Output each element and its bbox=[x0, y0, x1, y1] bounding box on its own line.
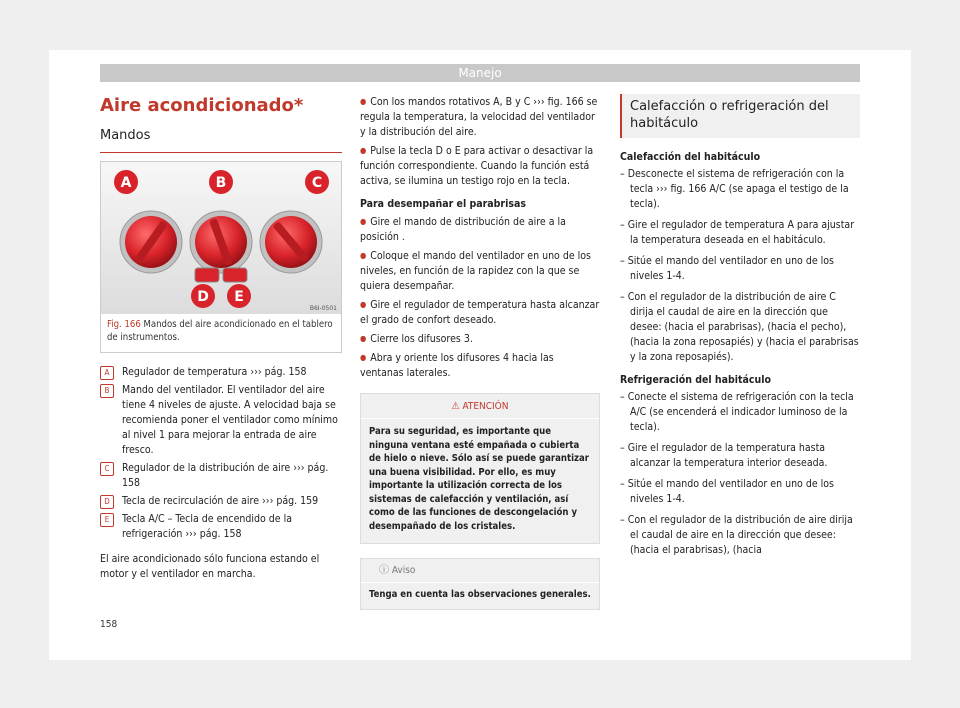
bullet-defrost-3: ● Gire el regulador de temperatura hasta alcanzar el grado de confort deseado. bbox=[360, 297, 600, 328]
note-box bbox=[360, 558, 600, 610]
legend-key: E bbox=[100, 513, 114, 527]
note-title: Aviso bbox=[391, 565, 416, 576]
note-header bbox=[361, 559, 599, 583]
warning-text: Para su seguridad, es importante que ninguna ventana esté empañada o cubierta de hielo o nieve. Sólo así se puede garantizar una buena visibilidad. Por ello, es muy importante la utilización correcta de los sistemas de calefacción y ventilación, así como de las funciones de descongelación y desempañado de los cristales. bbox=[369, 426, 589, 532]
figure-caption bbox=[101, 314, 341, 352]
heating-title: Calefacción del habitáculo bbox=[620, 151, 761, 163]
legend-key: C bbox=[100, 462, 114, 476]
section-title: Calefacción o refrigeración del habitáculo bbox=[630, 99, 829, 131]
button-e bbox=[223, 268, 247, 282]
figure-ref: Fig. 166 bbox=[107, 319, 141, 330]
legend-key: A bbox=[100, 366, 114, 380]
column-3 bbox=[620, 94, 860, 564]
running-header: Manejo bbox=[100, 64, 860, 82]
cooling-title: Refrigeración del habitáculo bbox=[620, 374, 771, 386]
legend-key: D bbox=[100, 495, 114, 509]
bullet-defrost-5: ● Abra y oriente los difusores 4 hacia las ventanas laterales. bbox=[360, 350, 600, 381]
cooling-step-1: – Conecte el sistema de refrigeración con la tecla A/C (se encenderá el indicador luminoso de la tecla). bbox=[620, 391, 854, 433]
figure-label-b: B bbox=[215, 175, 227, 191]
figure-caption-text: Mandos del aire acondicionado en el tablero de instrumentos. bbox=[107, 319, 333, 343]
section-header-box bbox=[620, 94, 860, 138]
legend-item-d bbox=[100, 494, 342, 509]
legend-text: Regulador de temperatura ››› pág. 158 bbox=[122, 366, 307, 378]
defrost-title: Para desempañar el parabrisas bbox=[360, 198, 526, 210]
warning-icon: ⚠ bbox=[451, 401, 463, 412]
figure-label-d: D bbox=[197, 289, 209, 305]
knob-a bbox=[120, 211, 182, 273]
page-number: 158 bbox=[100, 619, 118, 630]
section-subtitle: Mandos bbox=[100, 126, 342, 153]
intro-paragraph: El aire acondicionado sólo funciona estando el motor y el ventilador en marcha. bbox=[100, 553, 320, 580]
bullet-defrost-2: ● Coloque el mando del ventilador en uno de los niveles, en función de la rapidez con la que se quiera desempañar. bbox=[360, 248, 600, 294]
column-1 bbox=[100, 94, 342, 582]
figure-label-a: A bbox=[120, 175, 132, 191]
figure-label-c: C bbox=[311, 175, 323, 191]
legend-list bbox=[100, 365, 342, 542]
info-icon: ⓘ bbox=[379, 565, 392, 576]
legend-item-a bbox=[100, 365, 342, 380]
warning-title: ATENCIÓN bbox=[462, 401, 509, 412]
figure-label-e: E bbox=[234, 289, 244, 305]
ac-controls-illustration bbox=[101, 162, 341, 314]
legend-key: B bbox=[100, 384, 114, 398]
heating-step-2: – Gire el regulador de temperatura A para ajustar la temperatura deseada en el habitáculo. bbox=[620, 219, 855, 246]
page-title: Aire acondicionado* bbox=[100, 95, 304, 116]
bullet-defrost-1: ● Gire el mando de distribución de aire a la posición . bbox=[360, 214, 600, 245]
bullet-keys: ● Pulse la tecla D o E para activar o desactivar la función correspondiente. Cuando la función está activa, se ilumina un testigo rojo en la tecla. bbox=[360, 143, 600, 189]
cooling-step-3: – Sitúe el mando del ventilador en uno de los niveles 1-4. bbox=[620, 478, 834, 505]
legend-text: Tecla A/C – Tecla de encendido de la refrigeración ››› pág. 158 bbox=[122, 513, 293, 540]
knob-b bbox=[190, 211, 252, 273]
knob-c bbox=[260, 211, 322, 273]
figure-code: B6I-0501 bbox=[309, 305, 337, 312]
legend-text: Mando del ventilador. El ventilador del aire tiene 4 niveles de ajuste. A velocidad baja se recomienda poner el ventilador como mínimo al nivel 1 para mejorar la entrada de aire fresco. bbox=[122, 384, 338, 456]
heating-step-3: – Sitúe el mando del ventilador en uno de los niveles 1-4. bbox=[620, 255, 834, 282]
legend-item-c bbox=[100, 461, 342, 491]
figure-166 bbox=[100, 161, 342, 353]
cooling-step-4: – Con el regulador de la distribución de aire dirija el caudal de aire en la dirección que desee: (hacia el parabrisas), (hacia bbox=[620, 514, 853, 556]
note-text: Tenga en cuenta las observaciones generales. bbox=[369, 589, 591, 600]
legend-item-b bbox=[100, 383, 342, 458]
column-2 bbox=[360, 94, 600, 610]
legend-text: Regulador de la distribución de aire ››› pág. 158 bbox=[122, 462, 329, 489]
button-d bbox=[195, 268, 219, 282]
bullet-rotary: ● Con los mandos rotativos A, B y C ››› fig. 166 se regula la temperatura, la velocidad del ventilador y la distribución del aire. bbox=[360, 94, 600, 140]
heating-step-4: – Con el regulador de la distribución de aire C dirija el caudal de aire en la dirección que desee: (hacia el parabrisas), (hacia el pecho), (hacia la zona reposapiés) y (hacia el parabrisas y la zona reposapiés). bbox=[620, 291, 859, 363]
heating-step-1: – Desconecte el sistema de refrigeración con la tecla ››› fig. 166 A/C (se apaga el testigo de la tecla). bbox=[620, 168, 849, 210]
warning-header bbox=[361, 394, 599, 419]
legend-item-e bbox=[100, 512, 342, 542]
bullet-defrost-4: ● Cierre los difusores 3. bbox=[360, 331, 600, 347]
legend-text: Tecla de recirculación de aire ››› pág. 159 bbox=[122, 495, 319, 507]
cooling-step-2: – Gire el regulador de la temperatura hasta alcanzar la temperatura interior deseada. bbox=[620, 442, 828, 469]
warning-box bbox=[360, 393, 600, 544]
